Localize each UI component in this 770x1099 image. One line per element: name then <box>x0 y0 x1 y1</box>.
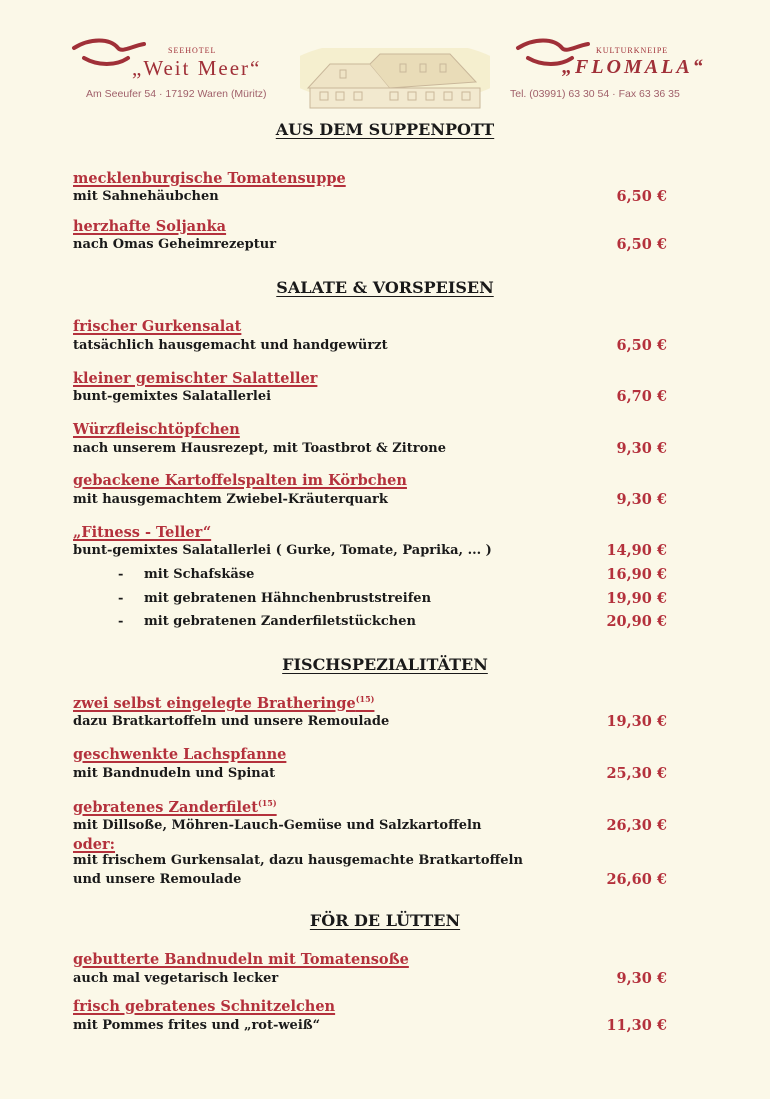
weit-meer-brand: „Weit Meer“ <box>132 56 262 80</box>
allergen-note: (15) <box>257 798 277 808</box>
menu-item-price: 9,30 € <box>616 440 667 457</box>
hotel-address: Am Seeufer 54 · 17192 Waren (Müritz) <box>86 88 267 100</box>
menu-item-name: herzhafte Soljanka <box>73 218 227 235</box>
sub-item-dash: - <box>118 591 124 606</box>
menu-item-desc: nach Omas Geheimrezeptur <box>73 237 277 252</box>
sub-item-dash: - <box>118 614 124 629</box>
item-name-text: gebratenes Zanderfilet <box>73 798 258 816</box>
menu-item-name: gebutterte Bandnudeln mit Tomatensoße <box>73 951 409 968</box>
menu-header <box>0 0 770 115</box>
sub-item-desc: mit gebratenen Zanderfiletstückchen <box>144 614 416 629</box>
alternative-label: oder: <box>73 836 116 853</box>
menu-item-name: geschwenkte Lachspfanne <box>73 746 287 763</box>
menu-item-desc: tatsächlich hausgemacht und handgewürzt <box>73 338 388 353</box>
contact-info: Tel. (03991) 63 30 54 · Fax 63 36 35 <box>510 88 680 100</box>
section-title-suppen: AUS DEM SUPPENPOTT <box>275 120 495 139</box>
alternative-desc: mit frischem Gurkensalat, dazu hausgemachte Bratkartoffeln <box>73 853 523 868</box>
sub-item-dash: - <box>118 567 124 582</box>
menu-item-name <box>73 694 374 712</box>
alternative-desc: und unsere Remoulade <box>73 872 242 887</box>
flomala-brand: „FLOMALA“ <box>562 56 706 78</box>
menu-item-desc: bunt-gemixtes Salatallerlei <box>73 389 272 404</box>
menu-item-name: Würzfleischtöpfchen <box>73 421 240 438</box>
menu-item-price: 9,30 € <box>616 970 667 987</box>
menu-item-desc: mit Dillsoße, Möhren-Lauch-Gemüse und Salzkartoffeln <box>73 818 482 833</box>
menu-item-name: „Fitness - Teller“ <box>73 524 212 541</box>
menu-item-price: 6,50 € <box>616 236 667 253</box>
menu-item-desc: auch mal vegetarisch lecker <box>73 971 279 986</box>
menu-item-desc: mit Sahnehäubchen <box>73 189 219 204</box>
menu-item-price: 25,30 € <box>606 765 667 782</box>
sub-item-price: 19,90 € <box>606 590 667 607</box>
menu-item-name <box>73 798 277 816</box>
menu-item-desc: nach unserem Hausrezept, mit Toastbrot & Zitrone <box>73 441 446 456</box>
seehotel-label: SEEHOTEL <box>168 46 217 55</box>
allergen-note: (15) <box>355 694 375 704</box>
kulturkneipe-label: KULTURKNEIPE <box>596 46 669 55</box>
menu-item-desc: mit hausgemachtem Zwiebel-Kräuterquark <box>73 492 388 507</box>
menu-item-price: 6,50 € <box>616 337 667 354</box>
section-title-kinder: FÖR DE LÜTTEN <box>309 911 461 930</box>
section-title-fisch: FISCHSPEZIALITÄTEN <box>282 655 488 674</box>
sub-item-desc: mit Schafskäse <box>144 567 255 582</box>
menu-item-price: 19,30 € <box>606 713 667 730</box>
item-name-text: zwei selbst eingelegte Bratheringe <box>73 694 356 712</box>
menu-item-price: 26,30 € <box>606 817 667 834</box>
menu-item-price: 6,50 € <box>616 188 667 205</box>
menu-item-desc: bunt-gemixtes Salatallerlei ( Gurke, Tomate, Paprika, ... ) <box>73 543 492 558</box>
menu-item-name: frischer Gurkensalat <box>73 318 242 335</box>
menu-item-desc: mit Pommes frites und „rot-weiß“ <box>73 1018 321 1033</box>
house-illustration <box>300 48 490 112</box>
menu-item-name: frisch gebratenes Schnitzelchen <box>73 998 336 1015</box>
menu-item-desc: dazu Bratkartoffeln und unsere Remoulade <box>73 714 390 729</box>
sub-item-desc: mit gebratenen Hähnchenbruststreifen <box>144 591 432 606</box>
section-title-salate: SALATE & VORSPEISEN <box>276 278 494 297</box>
menu-item-price: 6,70 € <box>616 388 667 405</box>
menu-item-price: 14,90 € <box>606 542 667 559</box>
menu-item-name: mecklenburgische Tomatensuppe <box>73 170 346 187</box>
menu-item-price: 9,30 € <box>616 491 667 508</box>
menu-item-desc: mit Bandnudeln und Spinat <box>73 766 276 781</box>
menu-item-name: gebackene Kartoffelspalten im Körbchen <box>73 472 407 489</box>
sub-item-price: 16,90 € <box>606 566 667 583</box>
sub-item-price: 20,90 € <box>606 613 667 630</box>
menu-item-name: kleiner gemischter Salatteller <box>73 370 318 387</box>
menu-item-price: 11,30 € <box>606 1017 667 1034</box>
alternative-price: 26,60 € <box>606 871 667 888</box>
